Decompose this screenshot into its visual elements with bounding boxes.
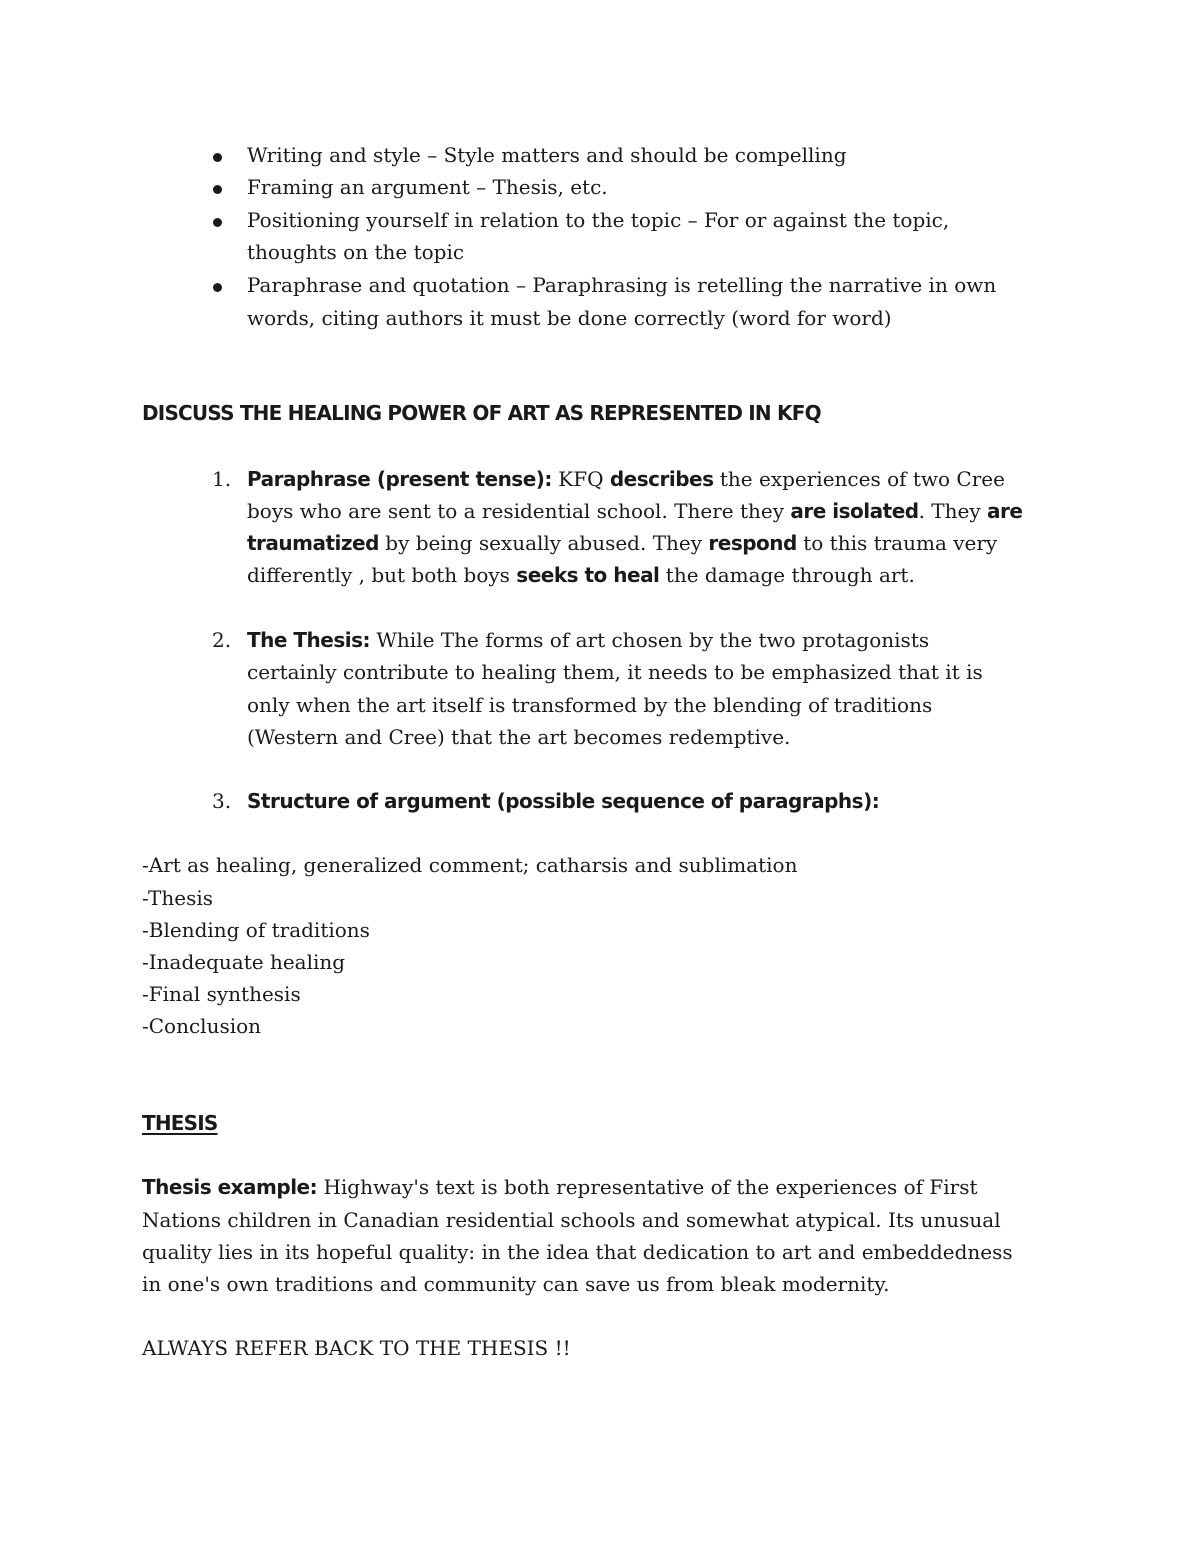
text-run: the experiences of two Cree xyxy=(713,467,1005,491)
bullet-dot xyxy=(213,283,222,292)
item-line: certainly contribute to healing them, it needs to be emphasized that it is xyxy=(247,660,983,684)
bullet-text: Writing and style – Style matters and should be compelling xyxy=(247,143,847,167)
emphasis: respond xyxy=(708,531,797,555)
item-label: The Thesis: xyxy=(247,628,371,652)
text-run: by being sexually abused. They xyxy=(378,531,709,555)
section-heading: DISCUSS THE HEALING POWER OF ART AS REPRESENTED IN KFQ xyxy=(142,401,821,425)
text-run: While The forms of art chosen by the two protagonists xyxy=(370,628,930,652)
list-item: -Final synthesis xyxy=(142,982,301,1006)
item-line: only when the art itself is transformed by the blending of traditions xyxy=(247,693,933,717)
list-item: -Thesis xyxy=(142,886,214,910)
item-number: 3. xyxy=(212,789,232,813)
text-run: . They xyxy=(918,499,988,523)
emphasis: are isolated xyxy=(790,499,919,523)
item-number: 2. xyxy=(212,628,232,652)
list-item: -Inadequate healing xyxy=(142,950,346,974)
paragraph-line xyxy=(142,1171,978,1203)
closing-note: ALWAYS REFER BACK TO THE THESIS !! xyxy=(142,1336,571,1360)
list-item: -Art as healing, generalized comment; catharsis and sublimation xyxy=(142,853,798,877)
item-label: Structure of argument (possible sequence of paragraphs): xyxy=(247,789,880,813)
emphasis: traumatized xyxy=(247,531,379,555)
bullet-dot xyxy=(213,153,222,162)
text-run: the damage through art. xyxy=(659,563,915,587)
list-item: -Conclusion xyxy=(142,1014,262,1038)
item-line xyxy=(247,624,929,656)
bullet-dot xyxy=(213,185,222,194)
paragraph-line: Nations children in Canadian residential schools and somewhat atypical. Its unusual xyxy=(142,1208,1001,1232)
emphasis: describes xyxy=(609,467,714,491)
bullet-text: Paraphrase and quotation – Paraphrasing is retelling the narrative in own xyxy=(247,273,997,297)
text-run: Highway's text is both representative of the experiences of First xyxy=(317,1175,978,1199)
thesis-heading: THESIS xyxy=(142,1111,218,1135)
text-run: differently , but both boys xyxy=(247,563,517,587)
bullet-text: Positioning yourself in relation to the topic – For or against the topic, xyxy=(247,208,950,232)
bullet-text: thoughts on the topic xyxy=(247,240,465,264)
item-line: (Western and Cree) that the art becomes redemptive. xyxy=(247,725,791,749)
item-line xyxy=(247,463,1005,495)
item-line xyxy=(247,559,915,591)
item-label: Paraphrase (present tense): xyxy=(247,467,552,491)
item-line xyxy=(247,527,997,559)
thesis-example-label: Thesis example: xyxy=(142,1175,318,1199)
list-item: -Blending of traditions xyxy=(142,918,370,942)
bullet-dot xyxy=(213,218,222,227)
text-run: to this trauma very xyxy=(796,531,998,555)
item-number: 1. xyxy=(212,467,232,491)
paragraph-line: quality lies in its hopeful quality: in the idea that dedication to art and embeddedness xyxy=(142,1240,1013,1264)
bullet-text: Framing an argument – Thesis, etc. xyxy=(247,175,608,199)
paragraph-line: in one's own traditions and community can save us from bleak modernity. xyxy=(142,1272,890,1296)
emphasis: seeks to heal xyxy=(516,563,660,587)
text-run: boys who are sent to a residential school. There they xyxy=(247,499,791,523)
text-run: KFQ xyxy=(551,467,610,491)
emphasis: are xyxy=(987,499,1023,523)
bullet-text: words, citing authors it must be done correctly (word for word) xyxy=(247,306,892,330)
item-line xyxy=(247,495,1022,527)
